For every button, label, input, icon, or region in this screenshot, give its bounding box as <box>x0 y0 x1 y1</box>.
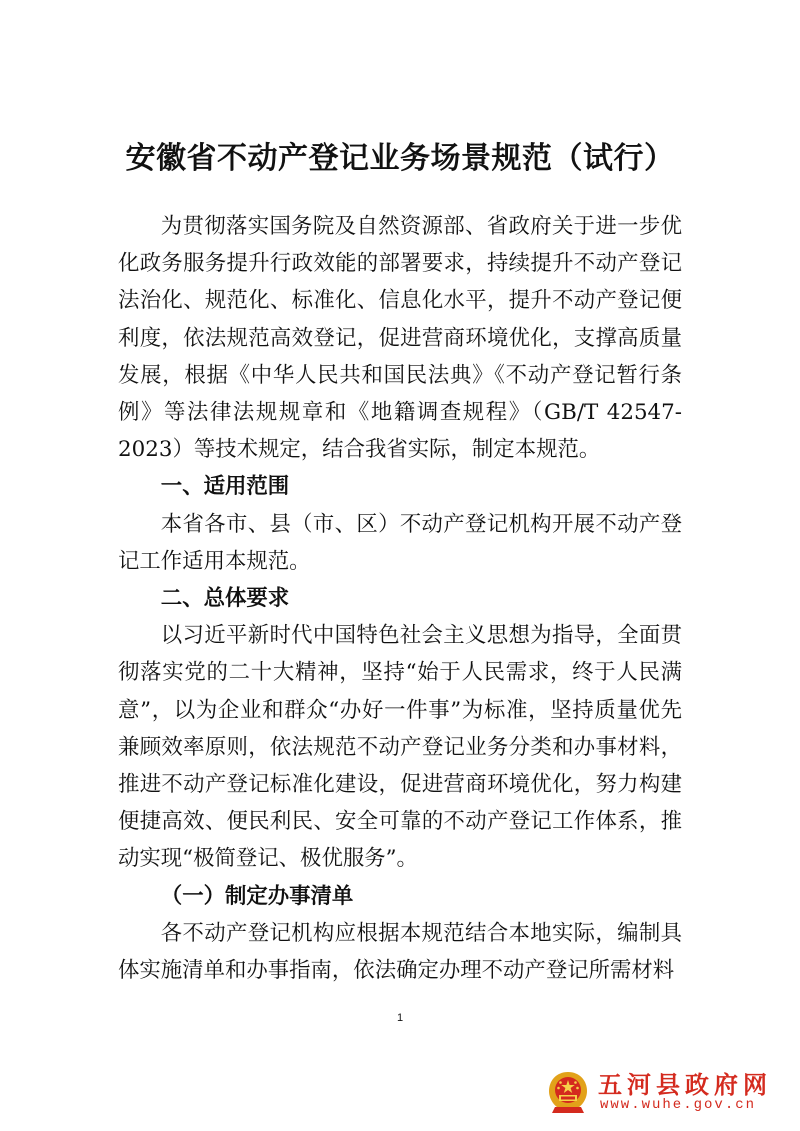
page-number: 1 <box>396 1012 404 1024</box>
subheading-service-list: （一）制定办事清单 <box>160 883 354 909</box>
heading-general-requirements: 二、总体要求 <box>160 586 290 612</box>
page-title: 安徽省不动产登记业务场景规范（试行） <box>125 141 675 176</box>
site-watermark[interactable] <box>546 1063 791 1121</box>
watermark-site-name: 五河县政府网 <box>598 1071 772 1099</box>
paragraph-service-list: 各不动产登记机构应根据本规范结合本地实际，编制具体实施清单和办事指南，依法确定办理不动产登记所需材料 <box>118 920 682 984</box>
paragraph-scope: 本省各市、县（市、区）不动产登记机构开展不动产登记工作适用本规范。 <box>118 511 682 574</box>
paragraph-general-requirements: 以习近平新时代中国特色社会主义思想为指导，全面贯彻落实党的二十大精神，坚持“始于人民需求，终于人民满意”，以为企业和群众“办好一件事”为标准，坚持质量优先兼顾效率原则，依法规范不动产登记业务分类和办事材料，推进不动产登记标准化建设，促进营商环境优化，努力构建便捷高效、便民利民、安全可靠的不动产登记工作体系，推动实现“极简登记、极优服务”。 <box>118 623 682 872</box>
document-body <box>118 208 682 989</box>
paragraph-intro: 为贯彻落实国务院及自然资源部、省政府关于进一步优化政务服务提升行政效能的部署要求，持续提升不动产登记法治化、规范化、标准化、信息化水平，提升不动产登记便利度，依法规范高效登记，促进营商环境优化，支撑高质量发展，根据《中华人民共和国民法典》《不动产登记暂行条例》等法律法规规章和《地籍调查规程》（GB/T 42547-2023）等技术规定，结合我省实际，制定本规范。 <box>118 214 682 463</box>
national-emblem-icon <box>546 1069 590 1115</box>
watermark-site-url[interactable]: www.wuhe.gov.cn <box>600 1097 757 1113</box>
heading-scope: 一、适用范围 <box>160 474 290 500</box>
